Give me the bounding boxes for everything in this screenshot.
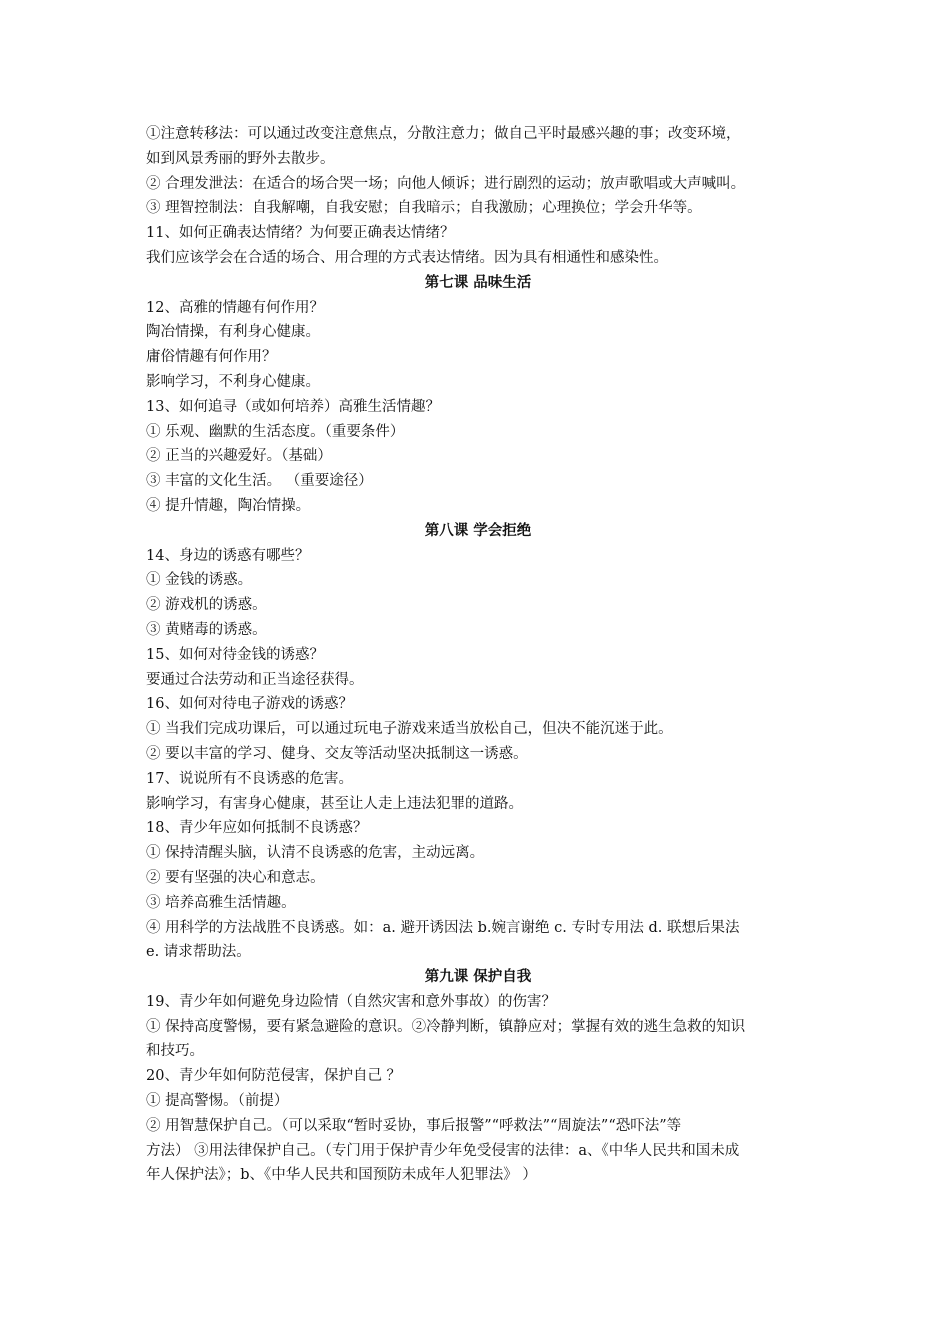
text-line: 影响学习，有害身心健康，甚至让人走上违法犯罪的道路。	[146, 795, 523, 812]
text-line: 庸俗情趣有何作用？	[146, 349, 277, 366]
document-page	[146, 122, 810, 1188]
text-line: 如到风景秀丽的野外去散步。	[146, 150, 335, 167]
text-line: 17、说说所有不良诱惑的危害。	[146, 770, 353, 787]
section-heading: 第九课 保护自我	[424, 968, 532, 986]
text-line: ③ 丰富的文化生活。 （重要途径）	[146, 473, 373, 490]
text-line: ② 正当的兴趣爱好。（基础）	[146, 448, 332, 465]
text-line: ③ 黄赌毒的诱惑。	[146, 621, 267, 638]
text-line: ① 金钱的诱惑。	[146, 572, 253, 589]
section-heading: 第七课 品味生活	[424, 273, 532, 291]
text-line: ④ 提升情趣，陶冶情操。	[146, 497, 311, 514]
text-line: ①注意转移法：可以通过改变注意焦点，分散注意力；做自己平时最感兴趣的事；改变环境，	[146, 126, 741, 142]
section-heading: 第八课 学会拒绝	[424, 521, 532, 539]
text-line: ① 保持高度警惕，要有紧急避险的意识。②冷静判断，镇静应对；掌握有效的逃生急救的知识	[146, 1018, 746, 1035]
text-line: 陶冶情操，有利身心健康。	[146, 324, 320, 341]
text-line: e. 请求帮助法。	[146, 944, 251, 961]
text-line: ① 当我们完成功课后，可以通过玩电子游戏来适当放松自己，但决不能沉迷于此。	[146, 721, 673, 738]
text-line: ② 要以丰富的学习、健身、交友等活动坚决抵制这一诱惑。	[146, 745, 528, 762]
text-line: ② 用智慧保护自己。（可以采取“暂时妥协，事后报警”“呼救法”“周旋法”“恐吓法”等	[146, 1117, 682, 1134]
text-line: ② 合理发泄法：在适合的场合哭一场；向他人倾诉；进行剧烈的运动；放声歌唱或大声喊叫。	[146, 175, 746, 192]
text-line: 20、青少年如何防范侵害，保护自己 ？	[146, 1068, 402, 1085]
text-line: 11、如何正确表达情绪？为何要正确表达情绪？	[146, 225, 455, 242]
text-line: ③ 理智控制法：自我解嘲，自我安慰；自我暗示；自我激励；心理换位；学会升华等。	[146, 200, 702, 217]
text-line: 18、青少年应如何抵制不良诱惑？	[146, 820, 368, 837]
text-line: 12、高雅的情趣有何作用？	[146, 299, 324, 316]
text-line: ① 提高警惕。（前提）	[146, 1093, 289, 1110]
text-line: 14、身边的诱惑有哪些？	[146, 547, 310, 564]
text-line: 19、青少年如何避免身边险情（自然灾害和意外事故）的伤害？	[146, 993, 556, 1010]
text-line: ① 乐观、幽默的生活态度。（重要条件）	[146, 423, 405, 440]
text-line: 要通过合法劳动和正当途径获得。	[146, 671, 364, 688]
text-line: 15、如何对待金钱的诱惑？	[146, 646, 324, 663]
text-line: ④ 用科学的方法战胜不良诱惑。如：a. 避开诱因法 b.婉言谢绝 c. 专时专用法 d. 联想后果法	[146, 919, 740, 936]
text-line: ① 保持清醒头脑，认清不良诱惑的危害，主动远离。	[146, 845, 485, 862]
text-line: 13、如何追寻（或如何培养）高雅生活情趣？	[146, 398, 440, 415]
text-line: ② 要有坚强的决心和意志。	[146, 869, 325, 886]
text-line: 年人保护法》；b、《中华人民共和国预防未成年人犯罪法》 ）	[146, 1167, 537, 1184]
text-line: ③ 培养高雅生活情趣。	[146, 894, 296, 911]
text-line: 16、如何对待电子游戏的诱惑？	[146, 696, 353, 713]
text-line: 影响学习，不利身心健康。	[146, 373, 320, 390]
text-line: 我们应该学会在合适的场合、用合理的方式表达情绪。因为具有相通性和感染性。	[146, 249, 668, 266]
text-line: 和技巧。	[146, 1043, 204, 1060]
text-line: 方法） ③用法律保护自己。（专门用于保护青少年免受侵害的法律：a、《中华人民共和国未成	[146, 1142, 740, 1159]
text-line: ② 游戏机的诱惑。	[146, 597, 267, 614]
